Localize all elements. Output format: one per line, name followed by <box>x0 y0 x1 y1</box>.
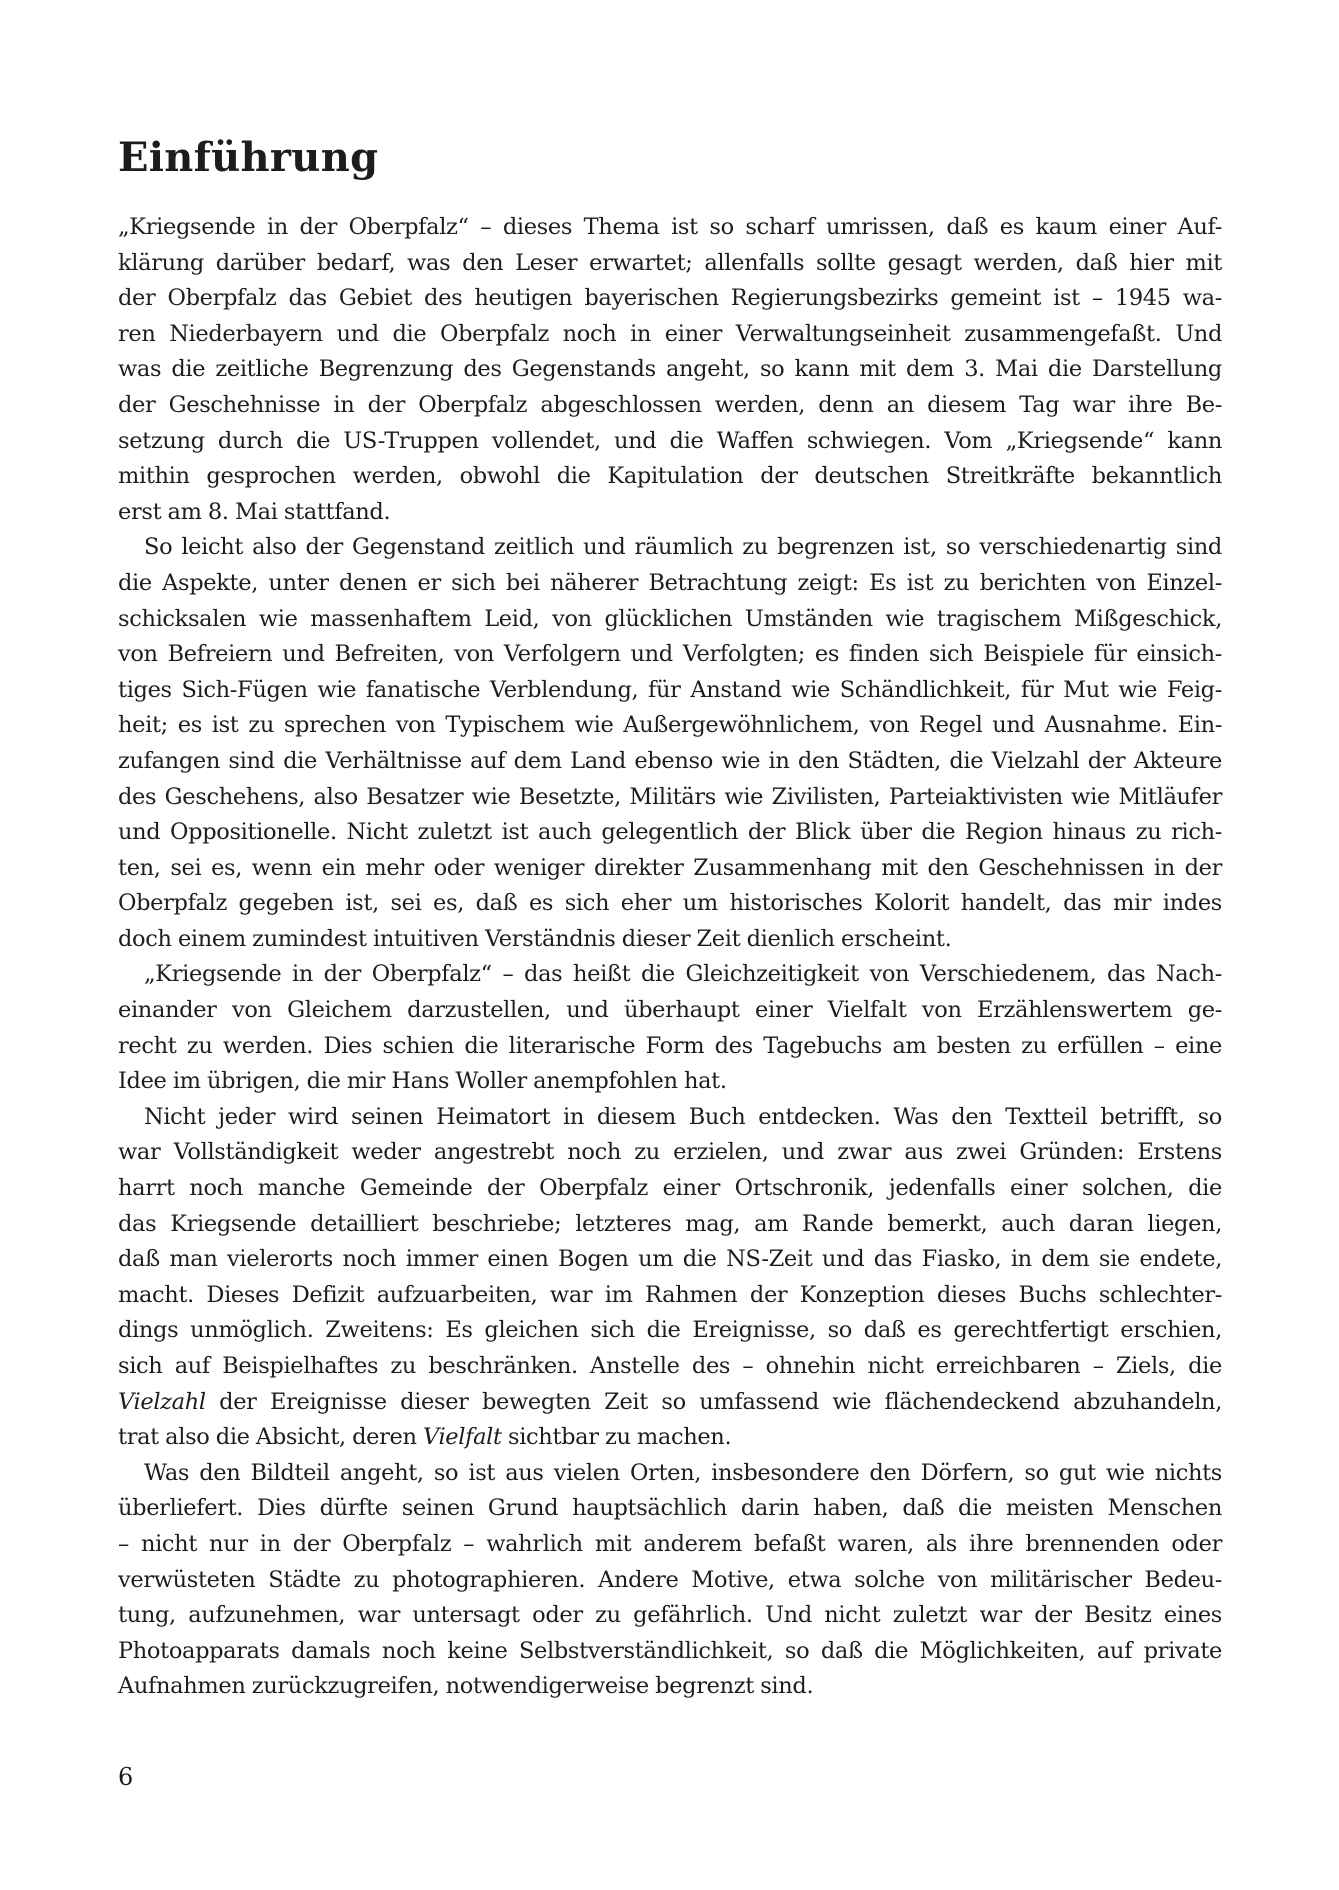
text-line: von Befreiern und Befreiten, von Verfolgern und Verfolgten; es finden sich Beispiele für einsich- <box>118 641 1222 668</box>
text-line: dings unmöglich. Zweitens: Es gleichen sich die Ereignisse, so daß es gerechtfertigt erschien, <box>118 1317 1222 1344</box>
text-line: der Oberpfalz das Gebiet des heutigen bayerischen Regierungsbezirks gemeint ist – 1945 wa- <box>118 285 1222 312</box>
text-line: setzung durch die US-Truppen vollendet, und die Waffen schwiegen. Vom „Kriegsende“ kann <box>118 427 1222 454</box>
text-line: war Vollständigkeit weder angestrebt noch zu erzielen, und zwar aus zwei Gründen: Erstens <box>118 1139 1222 1166</box>
text-line: „Kriegsende in der Oberpfalz“ – dieses Thema ist so scharf umrissen, daß es kaum einer Auf- <box>118 214 1222 240</box>
text-line: des Geschehens, also Besatzer wie Besetzte, Militärs wie Zivilisten, Parteiaktivisten wie Mitläufer <box>118 783 1222 810</box>
text-line: Vielzahl der Ereignisse dieser bewegten Zeit so umfassend wie flächendeckend abzuhandeln, <box>118 1388 1222 1415</box>
text-line: Photoapparats damals noch keine Selbstverständlichkeit, so daß die Möglichkeiten, auf private <box>118 1637 1222 1664</box>
text-line: was die zeitliche Begrenzung des Gegenstands angeht, so kann mit dem 3. Mai die Darstellung <box>118 356 1222 383</box>
text-line: die Aspekte, unter denen er sich bei näherer Betrachtung zeigt: Es ist zu berichten von Einzel- <box>118 569 1222 596</box>
page-number: 6 <box>118 1763 134 1791</box>
paragraph <box>118 1456 1222 1705</box>
text-line: einander von Gleichem darzustellen, und überhaupt einer Vielfalt von Erzählenswertem ge- <box>118 997 1222 1024</box>
text-line: – nicht nur in der Oberpfalz – wahrlich mit anderem befaßt waren, als ihre brennenden oder <box>118 1530 1222 1557</box>
text-line: recht zu werden. Dies schien die literarische Form des Tagebuchs am besten zu erfüllen – eine <box>118 1032 1222 1059</box>
text-line: Oberpfalz gegeben ist, sei es, daß es sich eher um historisches Kolorit handelt, das mir indes <box>118 890 1222 917</box>
text-line: harrt noch manche Gemeinde der Oberpfalz einer Ortschronik, jedenfalls einer solchen, die <box>118 1175 1222 1202</box>
text-line: das Kriegsende detailliert beschriebe; letzteres mag, am Rande bemerkt, auch daran liegen, <box>118 1210 1222 1237</box>
text-line: tiges Sich-Fügen wie fanatische Verblendung, für Anstand wie Schändlichkeit, für Mut wie Feig- <box>118 676 1222 703</box>
text-line: Was den Bildteil angeht, so ist aus vielen Orten, insbesondere den Dörfern, so gut wie nichts <box>144 1459 1222 1486</box>
text-line: tung, aufzunehmen, war untersagt oder zu gefährlich. Und nicht zuletzt war der Besitz eines <box>118 1602 1222 1629</box>
text-line: der Geschehnisse in der Oberpfalz abgeschlossen werden, denn an diesem Tag war ihre Be- <box>118 391 1222 418</box>
emphasis: Vielfalt <box>422 1424 502 1451</box>
body-text <box>118 210 1222 1705</box>
paragraph <box>118 1100 1222 1456</box>
text-line: Nicht jeder wird seinen Heimatort in diesem Buch entdecken. Was den Textteil betrifft, so <box>144 1103 1222 1130</box>
text-line: macht. Dieses Defizit aufzuarbeiten, war im Rahmen der Konzeption dieses Buchs schlechter- <box>118 1281 1222 1308</box>
text-line: heit; es ist zu sprechen von Typischem wie Außergewöhnlichem, von Regel und Ausnahme. Ein- <box>118 712 1222 739</box>
text-line: daß man vielerorts noch immer einen Bogen um die NS-Zeit und das Fiasko, in dem sie endete, <box>118 1246 1222 1273</box>
document-page <box>118 0 1222 1890</box>
emphasis: Vielzahl <box>118 1388 206 1415</box>
paragraph <box>118 530 1222 957</box>
text-line: So leicht also der Gegenstand zeitlich und räumlich zu begrenzen ist, so verschiedenartig sind <box>144 534 1222 561</box>
text-line: ren Niederbayern und die Oberpfalz noch in einer Verwaltungseinheit zusammengefaßt. Und <box>118 320 1222 347</box>
text-line: verwüsteten Städte zu photographieren. Andere Motive, etwa solche von militärischer Bedeu- <box>118 1566 1222 1593</box>
paragraph <box>118 957 1222 1099</box>
text-line: sich auf Beispielhaftes zu beschränken. Anstelle des – ohnehin nicht erreichbaren – Ziels, die <box>118 1353 1222 1379</box>
text-line: zufangen sind die Verhältnisse auf dem Land ebenso wie in den Städten, die Vielzahl der Akteure <box>118 747 1222 774</box>
text-line: und Oppositionelle. Nicht zuletzt ist auch gelegentlich der Blick über die Region hinaus zu rich- <box>118 819 1222 846</box>
text-line: trat also die Absicht, deren Vielfalt sichtbar zu machen. <box>118 1424 732 1451</box>
text-line: Aufnahmen zurückzugreifen, notwendigerweise begrenzt sind. <box>118 1673 814 1700</box>
text-line: überliefert. Dies dürfte seinen Grund hauptsächlich darin haben, daß die meisten Menschen <box>118 1495 1222 1522</box>
text-line: ten, sei es, wenn ein mehr oder weniger direkter Zusammenhang mit den Geschehnissen in der <box>118 854 1222 881</box>
text-line: doch einem zumindest intuitiven Verständnis dieser Zeit dienlich erscheint. <box>118 925 952 952</box>
text-line: schicksalen wie massenhaftem Leid, von glücklichen Umständen wie tragischem Mißgeschick, <box>118 605 1222 632</box>
paragraph <box>118 210 1222 530</box>
text-line: Idee im übrigen, die mir Hans Woller anempfohlen hat. <box>118 1068 727 1095</box>
page-title: Einführung <box>118 134 379 181</box>
text-line: klärung darüber bedarf, was den Leser erwartet; allenfalls sollte gesagt werden, daß hier mit <box>118 249 1222 276</box>
text-line: erst am 8. Mai stattfand. <box>118 498 391 525</box>
text-line: mithin gesprochen werden, obwohl die Kapitulation der deutschen Streitkräfte bekanntlich <box>118 463 1222 490</box>
text-line: „Kriegsende in der Oberpfalz“ – das heißt die Gleichzeitigkeit von Verschiedenem, das Nach- <box>144 961 1222 988</box>
